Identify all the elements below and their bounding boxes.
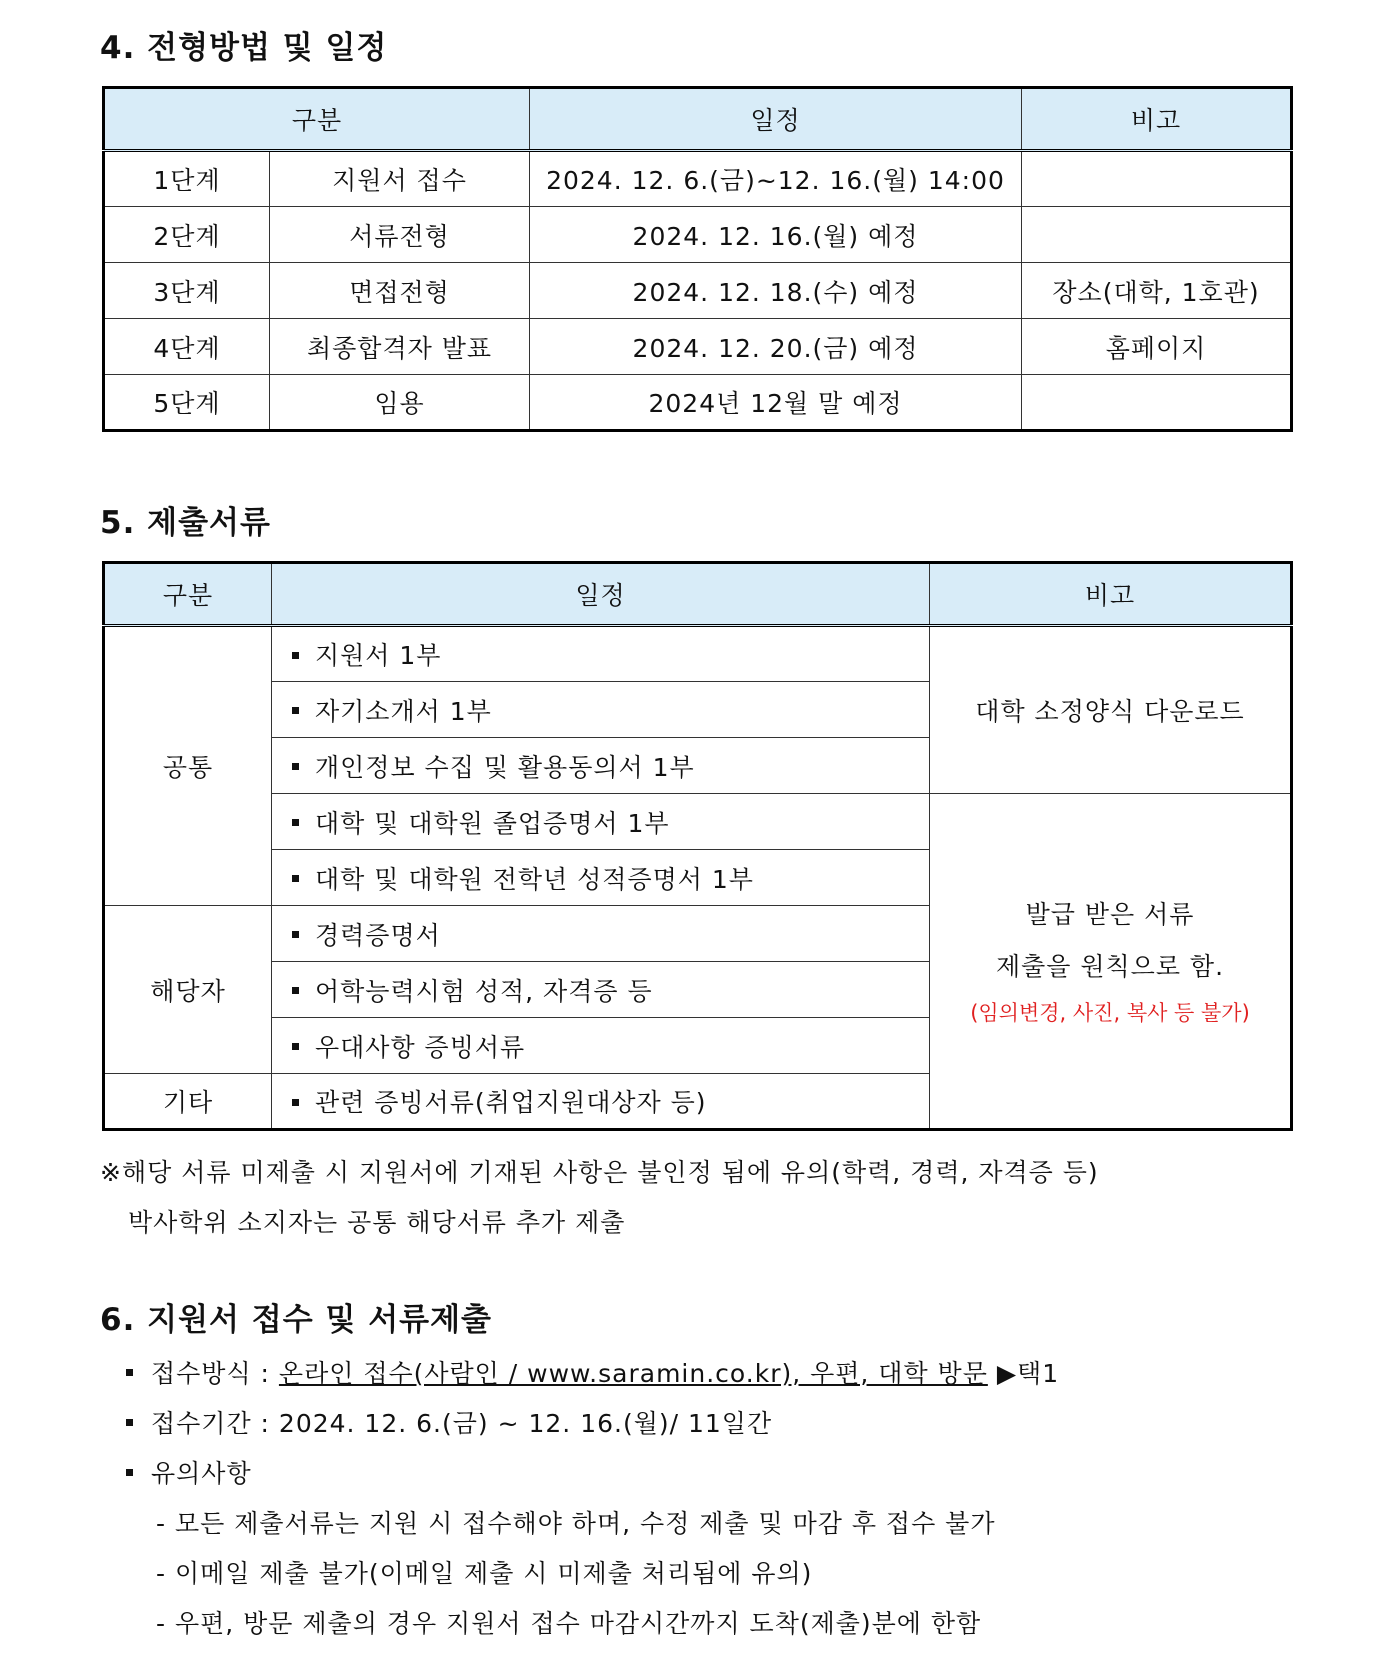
schedule-cell: 2024. 12. 16.(월) 예정 xyxy=(530,207,1022,263)
document-item: 대학 및 대학원 전학년 성적증명서 1부 xyxy=(272,850,930,906)
section4-title: 4. 전형방법 및 일정 xyxy=(100,30,388,66)
note-download: 대학 소정양식 다운로드 xyxy=(930,626,1292,794)
stage-name-cell: 면접전형 xyxy=(270,263,530,319)
schedule-table xyxy=(102,86,1293,432)
caution-2: - 이메일 제출 불가(이메일 제출 시 미제출 처리됨에 유의) xyxy=(156,1559,813,1588)
schedule-cell: 2024. 12. 20.(금) 예정 xyxy=(530,319,1022,375)
schedule-cell: 2024년 12월 말 예정 xyxy=(530,375,1022,431)
note-cell xyxy=(1022,375,1292,431)
bullet-icon xyxy=(292,652,299,659)
period-text: 접수기간 : 2024. 12. 6.(금) ~ 12. 16.(월)/ 11일간 xyxy=(151,1409,773,1438)
header-category: 구분 xyxy=(104,563,272,626)
stage-name-cell: 서류전형 xyxy=(270,207,530,263)
document-item: 어학능력시험 성적, 자격증 등 xyxy=(272,962,930,1018)
footnote-line1: ※해당 서류 미제출 시 지원서에 기재된 사항은 불인정 됨에 유의(학력, 경력, 자격증 등) xyxy=(100,1158,1099,1187)
schedule-cell: 2024. 12. 18.(수) 예정 xyxy=(530,263,1022,319)
document-item: 우대사항 증빙서류 xyxy=(272,1018,930,1074)
stage-name-cell: 임용 xyxy=(270,375,530,431)
group-common: 공통 xyxy=(104,626,272,906)
note-original-line1: 발급 받은 서류 xyxy=(1025,900,1195,929)
bullet-icon xyxy=(292,819,299,826)
caution-title-line xyxy=(126,1454,252,1490)
method-value: 온라인 접수(사람인 / www.saramin.co.kr), 우편, 대학 방문 xyxy=(278,1359,988,1388)
note-cell: 홈페이지 xyxy=(1022,319,1292,375)
note-original-line2: 제출을 원칙으로 함. xyxy=(995,952,1225,981)
schedule-cell: 2024. 12. 6.(금)~12. 16.(월) 14:00 xyxy=(530,151,1022,207)
document-item: 대학 및 대학원 졸업증명서 1부 xyxy=(272,794,930,850)
group-applicable: 해당자 xyxy=(104,906,272,1074)
table-row xyxy=(104,794,1292,850)
period-line xyxy=(126,1404,772,1440)
document-item: 지원서 1부 xyxy=(272,626,930,682)
bullet-icon xyxy=(292,1099,299,1106)
header-category: 구분 xyxy=(104,88,530,151)
stage-name-cell: 지원서 접수 xyxy=(270,151,530,207)
document-item: 관련 증빙서류(취업지원대상자 등) xyxy=(272,1074,930,1130)
method-suffix: ▶택1 xyxy=(996,1359,1060,1388)
bullet-icon xyxy=(292,763,299,770)
table-row xyxy=(104,207,1292,263)
section6-title: 6. 지원서 접수 및 서류제출 xyxy=(100,1302,492,1338)
bullet-icon xyxy=(292,1043,299,1050)
document-item: 개인정보 수집 및 활용동의서 1부 xyxy=(272,738,930,794)
bullet-icon xyxy=(126,1419,133,1426)
caution-3: - 우편, 방문 제출의 경우 지원서 접수 마감시간까지 도착(제출)분에 한함 xyxy=(156,1609,982,1638)
stage-cell: 3단계 xyxy=(104,263,270,319)
bullet-icon xyxy=(292,875,299,882)
footnote-line2: 박사학위 소지자는 공통 해당서류 추가 제출 xyxy=(128,1208,626,1237)
method-line xyxy=(126,1354,1059,1390)
header-note: 비고 xyxy=(930,563,1292,626)
stage-cell: 2단계 xyxy=(104,207,270,263)
note-cell xyxy=(1022,207,1292,263)
note-original-warning: (임의변경, 사진, 복사 등 불가) xyxy=(970,1001,1250,1025)
table-row xyxy=(104,375,1292,431)
caution-title: 유의사항 xyxy=(151,1459,252,1488)
header-note: 비고 xyxy=(1022,88,1292,151)
stage-cell: 5단계 xyxy=(104,375,270,431)
stage-name-cell: 최종합격자 발표 xyxy=(270,319,530,375)
bullet-icon xyxy=(126,1469,133,1476)
documents-table xyxy=(102,561,1293,1131)
bullet-icon xyxy=(292,707,299,714)
note-original xyxy=(930,794,1292,1130)
note-cell: 장소(대학, 1호관) xyxy=(1022,263,1292,319)
stage-cell: 4단계 xyxy=(104,319,270,375)
group-other: 기타 xyxy=(104,1074,272,1130)
stage-cell: 1단계 xyxy=(104,151,270,207)
document-item: 자기소개서 1부 xyxy=(272,682,930,738)
note-cell xyxy=(1022,151,1292,207)
bullet-icon xyxy=(292,931,299,938)
caution-1: - 모든 제출서류는 지원 시 접수해야 하며, 수정 제출 및 마감 후 접수 불가 xyxy=(156,1509,996,1538)
header-schedule: 일정 xyxy=(530,88,1022,151)
bullet-icon xyxy=(292,987,299,994)
section5-title: 5. 제출서류 xyxy=(100,505,271,541)
table-row xyxy=(104,626,1292,682)
document-item: 경력증명서 xyxy=(272,906,930,962)
table-row xyxy=(104,263,1292,319)
header-schedule: 일정 xyxy=(272,563,930,626)
table-row xyxy=(104,319,1292,375)
table-row xyxy=(104,151,1292,207)
method-label: 접수방식 : xyxy=(151,1359,279,1388)
bullet-icon xyxy=(126,1369,133,1376)
